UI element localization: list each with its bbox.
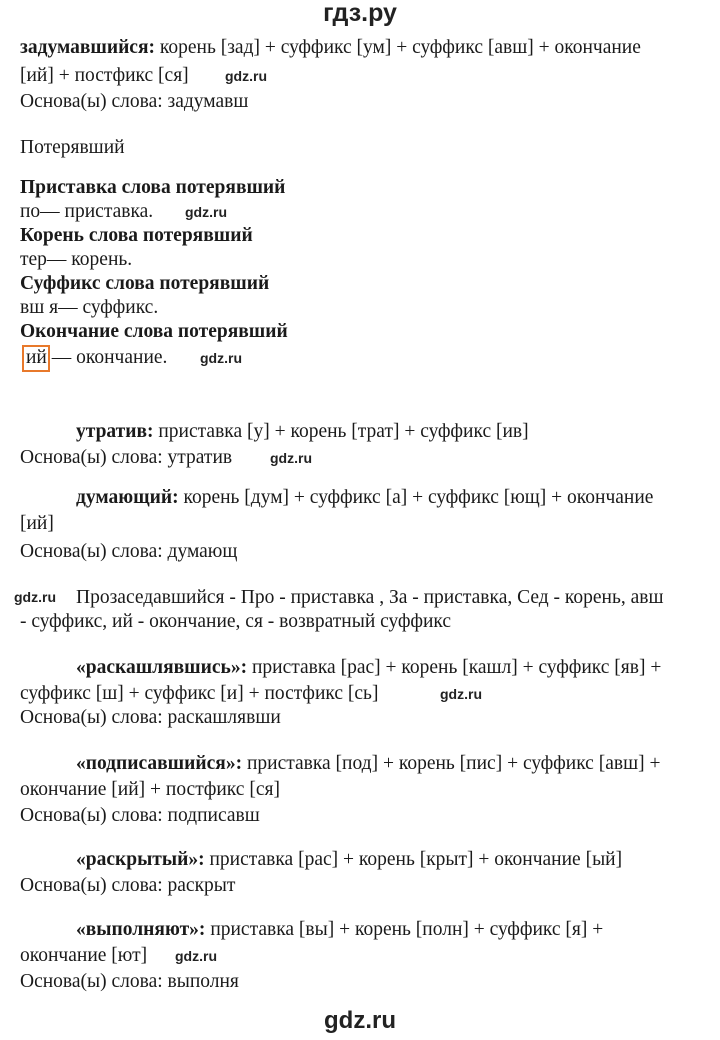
text-line: окончание [ий] + постфикс [ся] <box>20 779 280 800</box>
page-header: гдз.ру <box>323 0 397 27</box>
text-line: Основа(ы) слова: раскашлявши <box>20 707 281 728</box>
text-line: задумавшийся: корень [зад] + суффикс [ум] + суффикс [авш] + окончание <box>20 37 641 58</box>
text-line: [ий] + постфикс [ся] <box>20 65 189 86</box>
watermark: gdz.ru <box>185 204 227 220</box>
heading: Корень слова потерявший <box>20 225 253 246</box>
text-line: Основа(ы) слова: задумавш <box>20 91 249 112</box>
text-line: Основа(ы) слова: выполня <box>20 971 239 992</box>
watermark: gdz.ru <box>440 686 482 702</box>
text-line: Основа(ы) слова: утратив <box>20 447 233 468</box>
text-line: - суффикс, ий - окончание, ся - возвратный суффикс <box>20 611 452 632</box>
text-line: окончание [ют] <box>20 945 148 966</box>
watermark: gdz.ru <box>200 350 242 366</box>
heading: Окончание слова потерявший <box>20 321 288 342</box>
text-line: «раскашлявшись»: приставка [рас] + корень [кашл] + суффикс [яв] + <box>76 657 662 678</box>
text-line: «раскрытый»: приставка [рас] + корень [крыт] + окончание [ый] <box>76 849 623 870</box>
watermark: gdz.ru <box>225 68 267 84</box>
text-line: Основа(ы) слова: думающ <box>20 541 238 562</box>
text-line: по— приставка. <box>20 201 154 222</box>
watermark: gdz.ru <box>175 948 217 964</box>
heading: Суффикс слова потерявший <box>20 273 270 294</box>
text-line: вш я— суффикс. <box>20 297 159 318</box>
text-line: ий — окончание. <box>26 347 168 368</box>
watermark: gdz.ru <box>270 450 312 466</box>
text-line: «подписавшийся»: приставка [под] + корень [пис] + суффикс [авш] + <box>76 753 661 774</box>
text-line: Основа(ы) слова: раскрыт <box>20 875 236 896</box>
text-line: [ий] <box>20 513 54 534</box>
text-line: утратив: приставка [у] + корень [трат] + суффикс [ив] <box>76 421 529 442</box>
text-line: тер— корень. <box>20 249 133 270</box>
text-line: «выполняют»: приставка [вы] + корень [полн] + суффикс [я] + <box>76 919 604 940</box>
text-line: Основа(ы) слова: подписавш <box>20 805 260 826</box>
heading: Приставка слова потерявший <box>20 177 286 198</box>
text-line: думающий: корень [дум] + суффикс [а] + суффикс [ющ] + окончание <box>76 487 654 508</box>
text-line: суффикс [ш] + суффикс [и] + постфикс [сь] <box>20 683 379 704</box>
page-footer: gdz.ru <box>324 1007 396 1034</box>
watermark: gdz.ru <box>14 589 56 605</box>
text-line: Прозаседавшийся - Про - приставка , За - приставка, Сед - корень, авш <box>76 587 664 608</box>
text-line: Потерявший <box>20 137 125 158</box>
